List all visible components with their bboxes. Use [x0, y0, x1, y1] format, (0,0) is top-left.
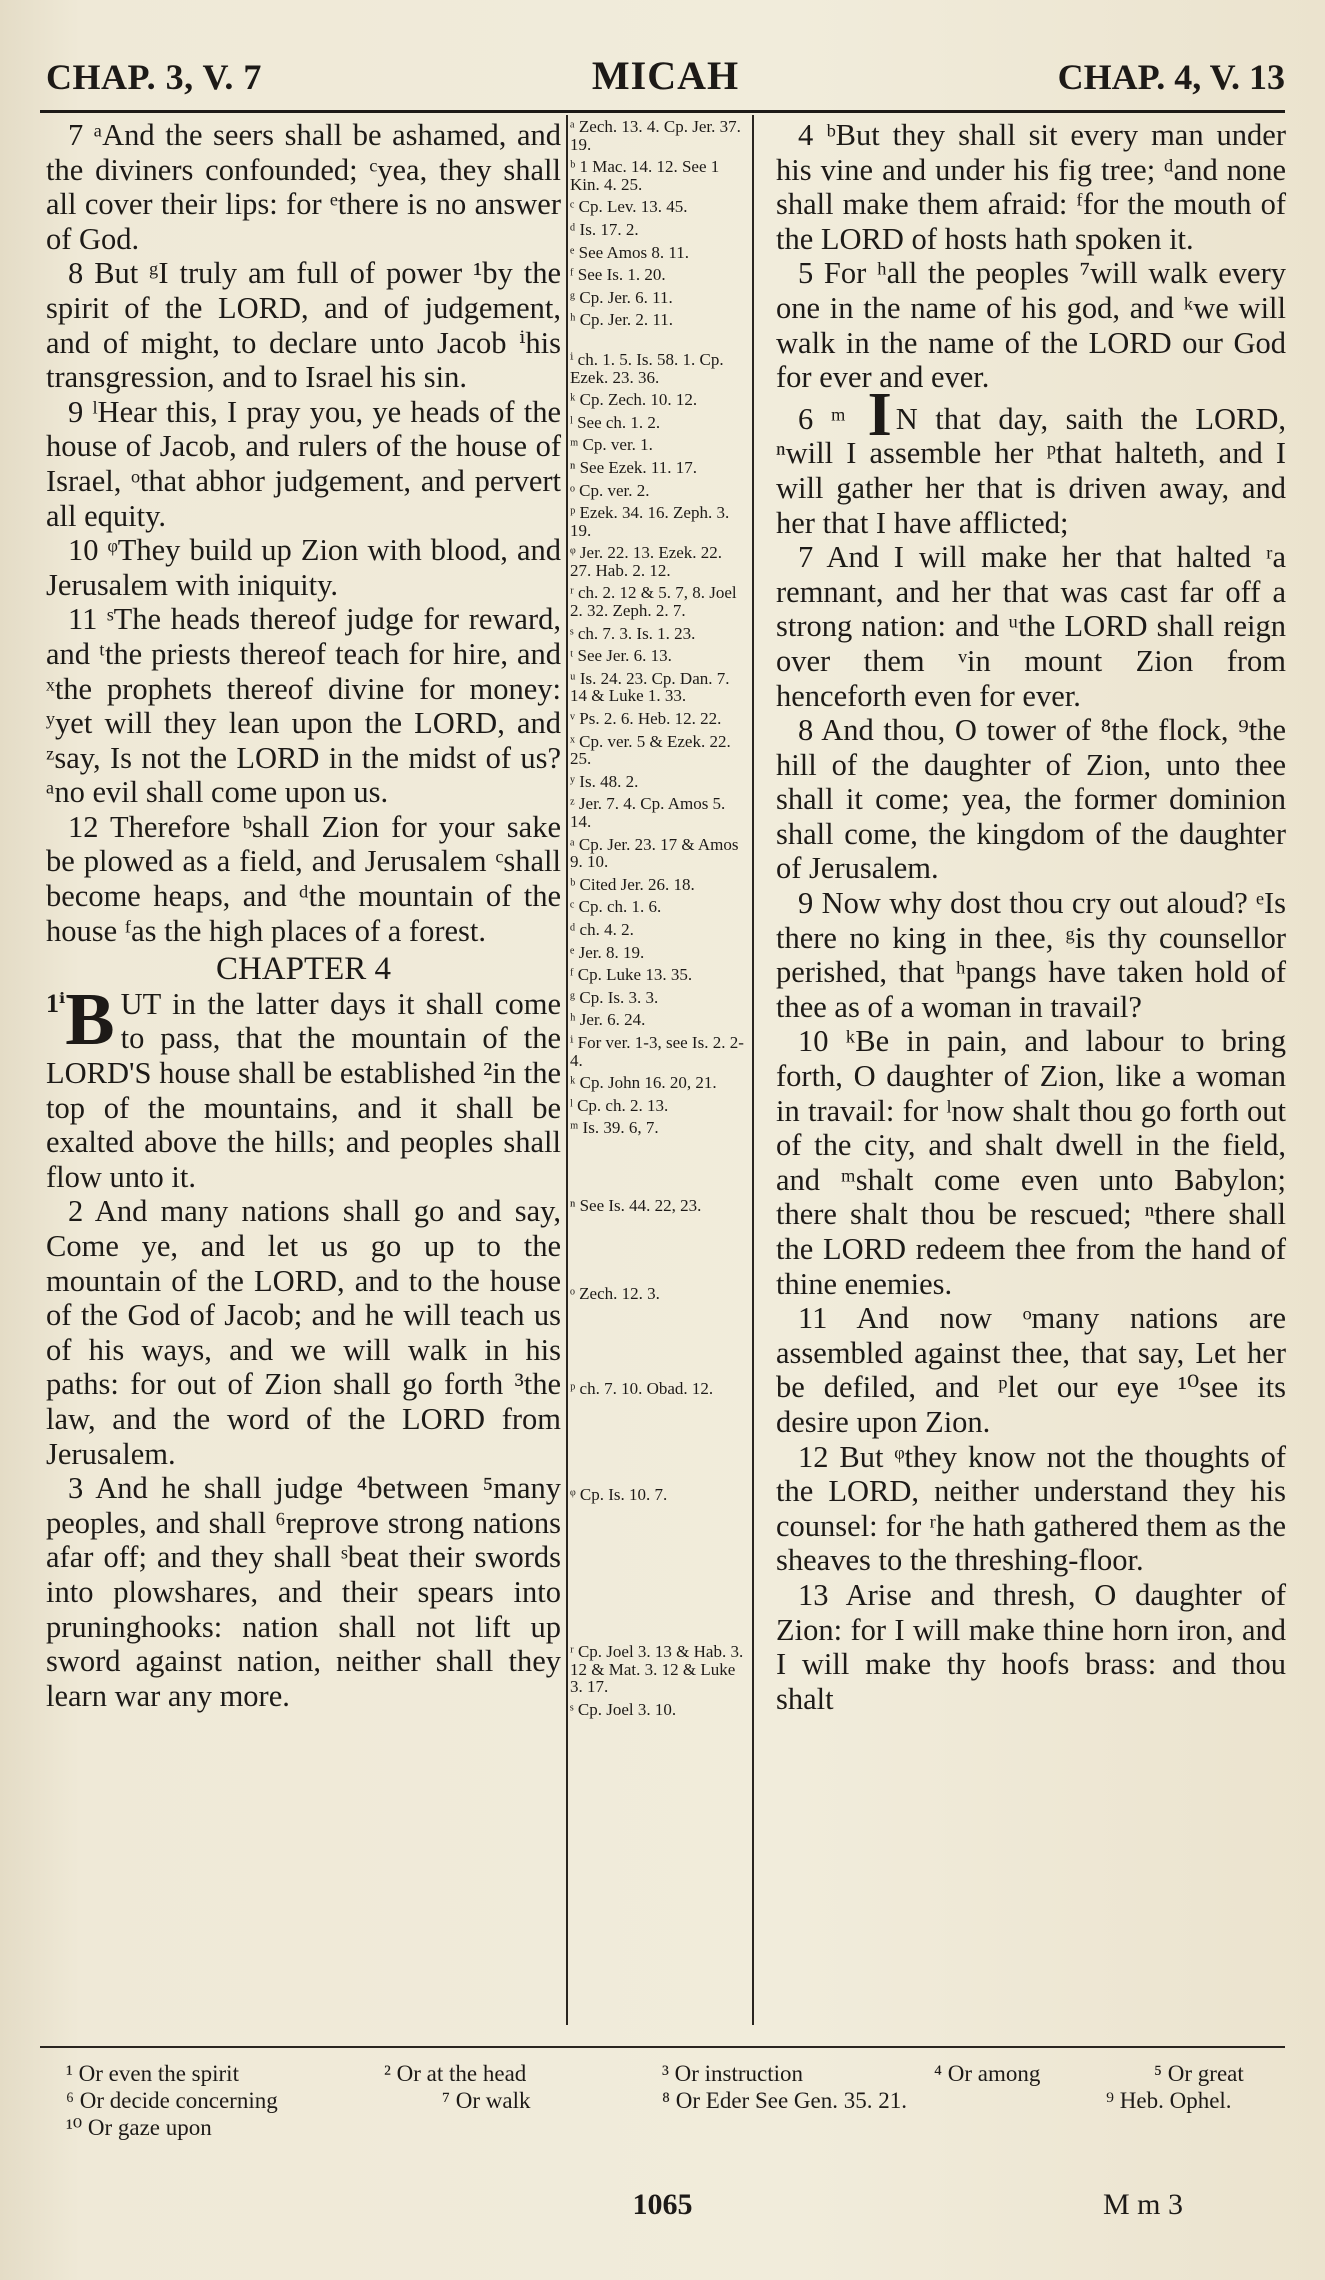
verse: 8 But ᵍI truly am full of power ¹by the spirit of the LORD, and of judgement, and of might, to declare unto Jacob ⁱhis transgression, and to Israel his sin. — [46, 256, 561, 395]
cross-reference: ᶠ Cp. Luke 13. 35. — [570, 965, 693, 985]
cross-reference: ˣ Cp. ver. 5 & Ezek. 22. 25. — [570, 731, 731, 769]
cross-reference: ᵍ Cp. Jer. 6. 11. — [570, 287, 673, 307]
cross-reference: ᵐ Is. 39. 6, 7. — [570, 1118, 659, 1138]
left-text-column — [46, 118, 561, 1713]
footnote-row — [46, 2060, 1285, 2087]
cross-reference: ᵏ Cp. Zech. 10. 12. — [570, 390, 698, 410]
verse: 10 ᵏBe in pain, and labour to bring forth, O daughter of Zion, like a woman in travail: for ˡnow shalt thou go forth out of the city, and shalt dwell in the field, and ᵐshalt come even unto Babylon; there shalt thou be rescued; ⁿthere shall the LORD redeem thee from the hand of thine enemies. — [776, 1024, 1286, 1301]
cross-reference: ᵇ 1 Mac. 14. 12. See 1 Kin. 4. 25. — [570, 157, 720, 194]
printer-signature: M m 3 — [1103, 2188, 1184, 2221]
footnote-rule — [40, 2046, 1285, 2048]
cross-reference: ᶜ Cp. Lev. 13. 45. — [570, 197, 688, 217]
footnote: ⁷ Or walk — [442, 2088, 531, 2113]
cross-reference: ᶻ Jer. 7. 4. Cp. Amos 5. 14. — [570, 794, 726, 831]
marginal-references — [570, 118, 746, 1724]
cross-reference: ᵖ ch. 7. 10. Obad. 12. — [570, 1379, 714, 1399]
cross-reference: ʰ Cp. Jer. 2. 11. — [570, 310, 674, 330]
footnote: ⁵ Or great — [1154, 2061, 1244, 2086]
cross-reference: ᵒ Cp. ver. 2. — [570, 480, 650, 500]
column-divider-left — [566, 115, 568, 2025]
verse: 5 For ʰall the peoples ⁷will walk every one in the name of his god, and ᵏwe will walk in the name of the LORD our God for ever and ever. — [776, 256, 1286, 395]
footnote-row — [46, 2087, 1285, 2114]
cross-reference: ᵃ Zech. 13. 4. Cp. Jer. 37. 19. — [570, 117, 741, 154]
footnote-row — [46, 2114, 1285, 2141]
verse: 10 ᵠThey build up Zion with blood, and Jerusalem with iniquity. — [46, 533, 561, 602]
footnote: ¹ Or even the spirit — [66, 2061, 239, 2086]
cross-reference: ᵈ ch. 4. 2. — [570, 919, 634, 939]
footnote: ¹⁰ Or gaze upon — [66, 2115, 212, 2140]
drop-letter: I — [867, 380, 892, 449]
footnote: ⁴ Or among — [934, 2061, 1041, 2086]
cross-reference: ᵠ Jer. 22. 13. Ezek. 22. 27. Hab. 2. 12. — [570, 543, 723, 580]
cross-reference: ˢ ch. 7. 3. Is. 1. 23. — [570, 623, 696, 643]
cross-reference: ᵈ Is. 17. 2. — [570, 219, 639, 239]
cross-reference: ʳ ch. 2. 12 & 5. 7, 8. Joel 2. 32. Zeph. 2. 7. — [570, 583, 737, 621]
drop-letter: B — [65, 978, 115, 1061]
verse: 12 Therefore ᵇshall Zion for your sake be plowed as a field, and Jerusalem ᶜshall become heaps, and ᵈthe mountain of the house ᶠas the high places of a forest. — [46, 809, 561, 948]
verse: 9 Now why dost thou cry out aloud? ᵉIs there no king in thee, ᵍis thy counsellor perished, that ʰpangs have taken hold of thee as of a woman in travail? — [776, 886, 1286, 1024]
running-header — [46, 48, 1285, 104]
header-rule — [40, 110, 1285, 113]
cross-reference: ᵃ Cp. Jer. 23. 17 & Amos 9. 10. — [570, 834, 739, 872]
chapter-opening-verse — [46, 978, 561, 1195]
footnote: ² Or at the head — [384, 2061, 527, 2086]
section-opening-verse — [776, 380, 1286, 540]
verse: 3 And he shall judge ⁴between ⁵many peoples, and shall ⁶reprove strong nations afar off; and they shall ˢbeat their swords into plowshares, and their spears into pruninghooks: nation shall not lift up sword against nation, neither shall they learn war any more. — [46, 1471, 561, 1713]
chapter-heading: CHAPTER 4 — [215, 951, 392, 988]
cross-reference: ᵘ Is. 24. 23. Cp. Dan. 7. 14 & Luke 1. 33. — [570, 668, 730, 706]
cross-reference: ᶠ See Is. 1. 20. — [570, 265, 666, 285]
cross-reference: ʳ Cp. Joel 3. 13 & Hab. 3. 12 & Mat. 3. 12 & Luke 3. 17. — [570, 1642, 744, 1697]
cross-reference: ᵗ See Jer. 6. 13. — [570, 646, 672, 666]
verse: 13 Arise and thresh, O daughter of Zion: for I will make thine horn iron, and I will make thy hoofs brass: and thou shalt — [776, 1577, 1286, 1716]
cross-reference: ⁿ See Ezek. 11. 17. — [570, 457, 697, 477]
footnote: ⁸ Or Eder See Gen. 35. 21. — [662, 2088, 907, 2113]
verse: 11 And now ᵒmany nations are assembled against thee, that say, Let her be defiled, and ᵖlet our eye ¹⁰see its desire upon Zion. — [776, 1301, 1286, 1439]
verse: 7 And I will make her that halted ʳa remnant, and her that was cast far off a strong nation: and ᵘthe LORD shall reign over them ᵛin mount Zion from henceforth even for ever. — [776, 540, 1286, 713]
cross-reference: ⁱ For ver. 1-3, see Is. 2. 2-4. — [570, 1032, 744, 1070]
header-book-title: MICAH — [591, 53, 740, 98]
verse-text: N that day, saith the LORD, ⁿwill I assemble her ᵖthat halteth, and I will gather her that is driven away, and her that I have afflicted; — [776, 401, 1286, 540]
verse: 7 ᵃAnd the seers shall be ashamed, and the diviners confounded; ᶜyea, they shall all cover their lips: for ᵉthere is no answer of God. — [46, 118, 561, 256]
cross-reference: ᶜ Cp. ch. 1. 6. — [570, 897, 662, 917]
cross-reference: ᵉ Jer. 8. 19. — [570, 942, 645, 962]
reference-group — [570, 118, 746, 329]
verse: 4 ᵇBut they shall sit every man under his vine and under his fig tree; ᵈand none shall make them afraid: ᶠfor the mouth of the LORD of hosts hath spoken it. — [776, 118, 1286, 256]
header-right-chapter: CHAP. 4, V. 13 — [1057, 57, 1285, 97]
verse-text: UT in the latter days it shall come to pass, that the mountain of the LORD'S house shall be established ²in the top of the mountains, and it shall be exalted above the hills; and peoples shall flow unto it. — [46, 986, 561, 1194]
cross-reference: ʸ Is. 48. 2. — [570, 771, 639, 791]
verse-marker: 1ⁱ — [46, 988, 66, 1018]
cross-reference: ᵒ Zech. 12. 3. — [570, 1283, 660, 1303]
cross-reference: ⁱ ch. 1. 5. Is. 58. 1. Cp. Ezek. 23. 36. — [570, 349, 724, 387]
header-left-chapter: CHAP. 3, V. 7 — [46, 57, 262, 97]
verse: 11 ˢThe heads thereof judge for reward, and ᵗthe priests thereof teach for hire, and ˣthe prophets thereof divine for money: ʸyet will they lean upon the LORD, and ᶻsay, Is not the LORD in the midst of us? ᵃno evil shall come upon us. — [46, 602, 561, 810]
verse: 12 But ᵠthey know not the thoughts of the LORD, neither understand they his counsel: for ʳhe hath gathered them as the sheaves to the threshing-floor. — [776, 1439, 1286, 1578]
cross-reference: ˡ See ch. 1. 2. — [570, 412, 661, 432]
column-divider-right — [752, 115, 754, 2025]
verse: 2 And many nations shall go and say, Come ye, and let us go up to the mountain of the LORD, and to the house of the God of Jacob; and he will teach us of his ways, and we will walk in his paths: for out of Zion shall go forth ³the law, and the word of the LORD from Jerusalem. — [46, 1194, 561, 1471]
cross-reference: ʰ Jer. 6. 24. — [570, 1010, 646, 1030]
footnote: ³ Or instruction — [662, 2061, 804, 2086]
cross-reference: ᵉ See Amos 8. 11. — [570, 242, 689, 262]
footnote: ⁶ Or decide concerning — [66, 2088, 278, 2113]
footnote: ⁹ Heb. Ophel. — [1106, 2088, 1232, 2113]
right-text-column — [776, 118, 1286, 1716]
drop-cap — [46, 978, 115, 1061]
verse-marker: 6 ᵐ — [798, 401, 846, 436]
cross-reference: ˢ Cp. Joel 3. 10. — [570, 1700, 677, 1720]
cross-reference: ᵖ Ezek. 34. 16. Zeph. 3. 19. — [570, 503, 730, 540]
cross-reference: ⁿ See Is. 44. 22, 23. — [570, 1195, 702, 1215]
cross-reference: ᵍ Cp. Is. 3. 3. — [570, 987, 659, 1007]
cross-reference: ᵏ Cp. John 16. 20, 21. — [570, 1073, 717, 1093]
footnotes — [46, 2060, 1285, 2141]
cross-reference: ᵇ Cited Jer. 26. 18. — [570, 874, 695, 894]
verse: 9 ˡHear this, I pray you, ye heads of the house of Jacob, and rulers of the house of Israel, ᵒthat abhor judgement, and pervert all equity. — [46, 394, 561, 533]
cross-reference: ᵠ Cp. Is. 10. 7. — [570, 1484, 668, 1504]
cross-reference: ᵐ Cp. ver. 1. — [570, 435, 653, 455]
cross-reference: ᵛ Ps. 2. 6. Heb. 12. 22. — [570, 709, 722, 729]
verse: 8 And thou, O tower of ⁸the flock, ⁹the hill of the daughter of Zion, unto thee shall it come; yea, the former dominion shall come, the kingdom of the daughter of Jerusalem. — [776, 713, 1286, 886]
reference-group — [570, 351, 746, 1137]
cross-reference: ˡ Cp. ch. 2. 13. — [570, 1095, 669, 1115]
page-number: 1065 — [632, 2188, 693, 2221]
